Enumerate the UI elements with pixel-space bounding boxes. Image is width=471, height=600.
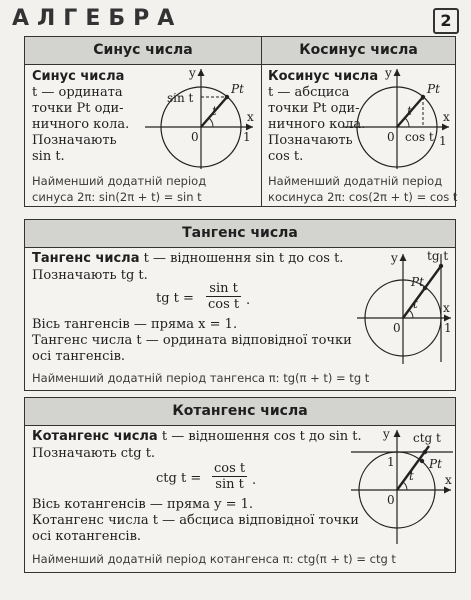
cotangent-line-5: осі котангенсів. — [32, 529, 142, 544]
cotangent-formula-end: . — [252, 473, 257, 488]
tangent-formula-fraction — [206, 281, 241, 312]
cosine-x-label: x — [443, 110, 450, 124]
tangent-point-label: Pt — [411, 275, 424, 289]
cotangent-line-3: Вісь котангенсів — пряма y = 1. — [32, 497, 254, 512]
cotangent-title: Котангенс числа — [25, 398, 455, 426]
sine-term: Синус числа — [32, 69, 125, 84]
cosine-line-1: t — абсциса — [268, 85, 350, 100]
cotangent-period: Найменший додатній період котангенса π: ctg(π + t) = ctg t — [32, 552, 396, 566]
cosine-term: Косинус числа — [268, 69, 379, 84]
cosine-point-label: Pt — [427, 82, 440, 96]
sine-line-1: t — ордината — [32, 85, 123, 100]
sine-line-3: ничного кола. — [32, 117, 130, 132]
cotangent-box — [24, 397, 456, 573]
page-number: 2 — [433, 8, 459, 34]
column-divider — [261, 37, 262, 206]
tangent-formula-lhs: tg t = — [156, 291, 194, 306]
tangent-line-5: осі тангенсів. — [32, 349, 126, 364]
sine-period-2: синуса 2π: sin(2π + t) = sin t — [32, 190, 202, 204]
tangent-formula-num: sin t — [206, 281, 241, 297]
cosine-unit-circle-diagram — [341, 65, 453, 173]
cotangent-line-4: Котангенс числа t — абсциса відповідної точки — [32, 513, 359, 528]
sine-period-1: Найменший додатній період — [32, 174, 207, 188]
sine-y-label: y — [189, 66, 196, 80]
cosine-period-1: Найменший додатній період — [268, 174, 443, 188]
sine-t-label: t — [212, 104, 217, 118]
cotangent-formula-den: sin t — [215, 477, 244, 492]
sine-x-label: x — [247, 110, 254, 124]
sine-fn-label: sin t — [167, 91, 194, 105]
sine-title: Синус числа — [93, 42, 193, 58]
cotangent-one-label: 1 — [387, 455, 395, 469]
cosine-line-2: точки Pt оди- — [268, 101, 360, 116]
cotangent-formula-fraction — [212, 461, 247, 492]
tangent-line-4: Тангенс числа t — ордината відповідної точки — [32, 333, 352, 348]
cosine-t-label: t — [407, 104, 412, 118]
tangent-y-label: y — [391, 251, 398, 265]
sine-line-5: sin t. — [32, 149, 65, 164]
sine-origin-label: 0 — [191, 130, 199, 144]
tangent-formula-den: cos t — [208, 297, 240, 312]
cosine-fn-label: cos t — [405, 130, 434, 144]
sine-point-label: Pt — [231, 82, 244, 96]
sine-one-label: 1 — [243, 130, 251, 144]
cotangent-line-1 — [32, 428, 362, 446]
cotangent-x-label: x — [445, 473, 452, 487]
tangent-box — [24, 219, 456, 391]
tangent-title: Тангенс числа — [25, 220, 455, 248]
sine-cosine-header-bar — [25, 37, 455, 65]
cotangent-point-label: Pt — [429, 457, 442, 471]
page-title: АЛГЕБРА — [12, 6, 183, 31]
cosine-one-label: 1 — [439, 134, 447, 148]
cosine-period-2: косинуса 2π: cos(2π + t) = cos t — [268, 190, 458, 204]
sine-unit-circle-diagram — [143, 65, 259, 173]
tangent-fn-label: tg t — [427, 249, 449, 263]
tangent-period: Найменший додатній період тангенса π: tg(π + t) = tg t — [32, 371, 370, 385]
cotangent-origin-label: 0 — [387, 493, 395, 507]
tangent-line-1 — [32, 250, 343, 268]
cosine-origin-label: 0 — [387, 130, 395, 144]
cosine-title: Косинус числа — [299, 42, 418, 58]
tangent-term: Тангенс числа — [32, 251, 140, 266]
cosine-line-3: ничного кола. — [268, 117, 366, 132]
tangent-formula-end: . — [246, 293, 251, 308]
tangent-origin-label: 0 — [393, 321, 401, 335]
sine-line-2: точки Pt оди- — [32, 101, 124, 116]
cosine-y-label: y — [385, 66, 392, 80]
cotangent-line-1-rest: t — відношення cos t до sin t. — [157, 429, 362, 444]
cotangent-unit-circle-diagram — [349, 424, 455, 548]
cotangent-formula-lhs: ctg t = — [156, 471, 202, 486]
tangent-unit-circle-diagram — [355, 246, 455, 368]
tangent-line-3: Вісь тангенсів — пряма x = 1. — [32, 317, 238, 332]
tangent-line-1-rest: t — відношення sin t до cos t. — [139, 251, 344, 266]
cosine-line-5: cos t. — [268, 149, 304, 164]
sine-line-4: Позначають — [32, 133, 117, 148]
cosine-line-4: Позначають — [268, 133, 353, 148]
tangent-x-label: x — [443, 301, 450, 315]
tangent-one-label: 1 — [444, 321, 452, 335]
cotangent-y-label: y — [383, 427, 390, 441]
cotangent-t-label: t — [409, 469, 414, 483]
tangent-line-2: Позначають tg t. — [32, 268, 148, 283]
cotangent-line-2: Позначають ctg t. — [32, 446, 156, 461]
tangent-t-label: t — [413, 297, 418, 311]
cotangent-formula-num: cos t — [214, 461, 246, 476]
cotangent-term: Котангенс числа — [32, 429, 158, 444]
cotangent-fn-label: ctg t — [413, 431, 441, 445]
sine-cosine-box — [24, 36, 456, 207]
